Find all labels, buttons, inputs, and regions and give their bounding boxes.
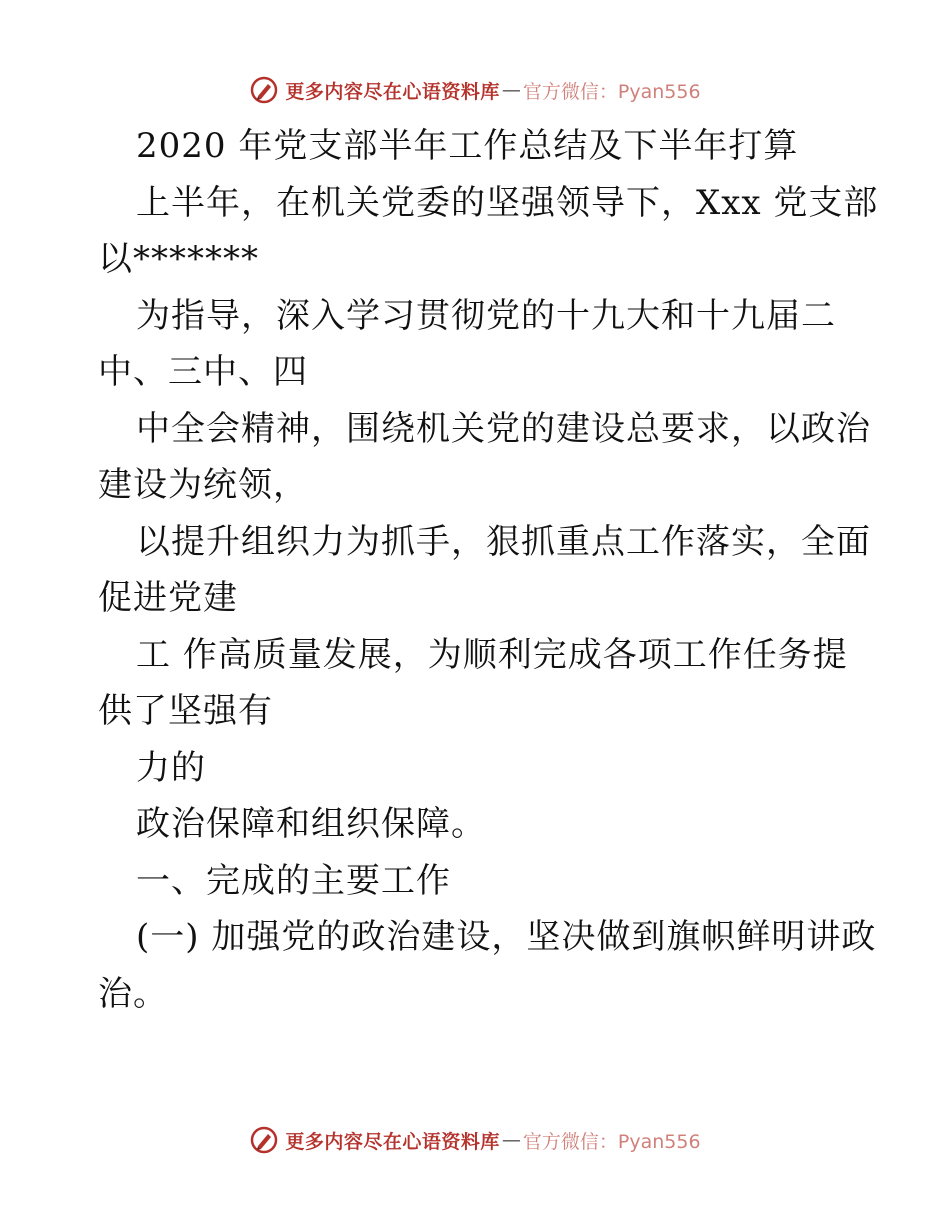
paragraph-line: 供了坚强有: [98, 691, 273, 731]
watermark-wechat: 官方微信：Pyan556: [522, 80, 701, 103]
watermark-text: 更多内容尽在心语资料库: [285, 1130, 500, 1153]
paragraph-line: 以提升组织力为抓手，狠抓重点工作落实，全面: [136, 521, 871, 562]
document-body: [98, 118, 879, 1022]
watermark-dash: —: [501, 79, 521, 101]
paragraph-line: 以*******: [98, 239, 259, 279]
paragraph-line: 力的: [136, 747, 206, 788]
watermark-dash: —: [501, 1129, 521, 1151]
section-heading: 一、完成的主要工作: [136, 860, 451, 901]
paragraph-line: 政治保障和组织保障。: [136, 804, 486, 844]
doc-title: 2020 年党支部半年工作总结及下半年打算: [136, 126, 799, 166]
paragraph-line: 中、三中、四: [98, 352, 308, 392]
paragraph-line: 工 作高质量发展，为顺利完成各项工作任务提: [136, 634, 848, 675]
watermark-wechat: 官方微信：Pyan556: [522, 1130, 701, 1153]
paragraph-line: 为指导，深入学习贯彻党的十九大和十九届二: [136, 295, 836, 336]
pen-logo-icon: [249, 75, 279, 105]
footer-watermark: [0, 1120, 950, 1160]
paragraph-line: 建设为统领，: [98, 465, 308, 505]
header-watermark: [0, 70, 950, 110]
pen-logo-icon: [249, 1125, 279, 1155]
watermark-text: 更多内容尽在心语资料库: [285, 80, 500, 103]
paragraph-line: 上半年，在机关党委的坚强领导下，Xxx 党支部: [136, 182, 879, 223]
paragraph-line: 中全会精神，围绕机关党的建设总要求，以政治: [136, 408, 871, 449]
subsection-heading: (一) 加强党的政治建设，坚决做到旗帜鲜明讲政: [136, 917, 877, 957]
paragraph-line: 促进党建: [98, 578, 238, 618]
paragraph-line: 治。: [98, 973, 168, 1014]
